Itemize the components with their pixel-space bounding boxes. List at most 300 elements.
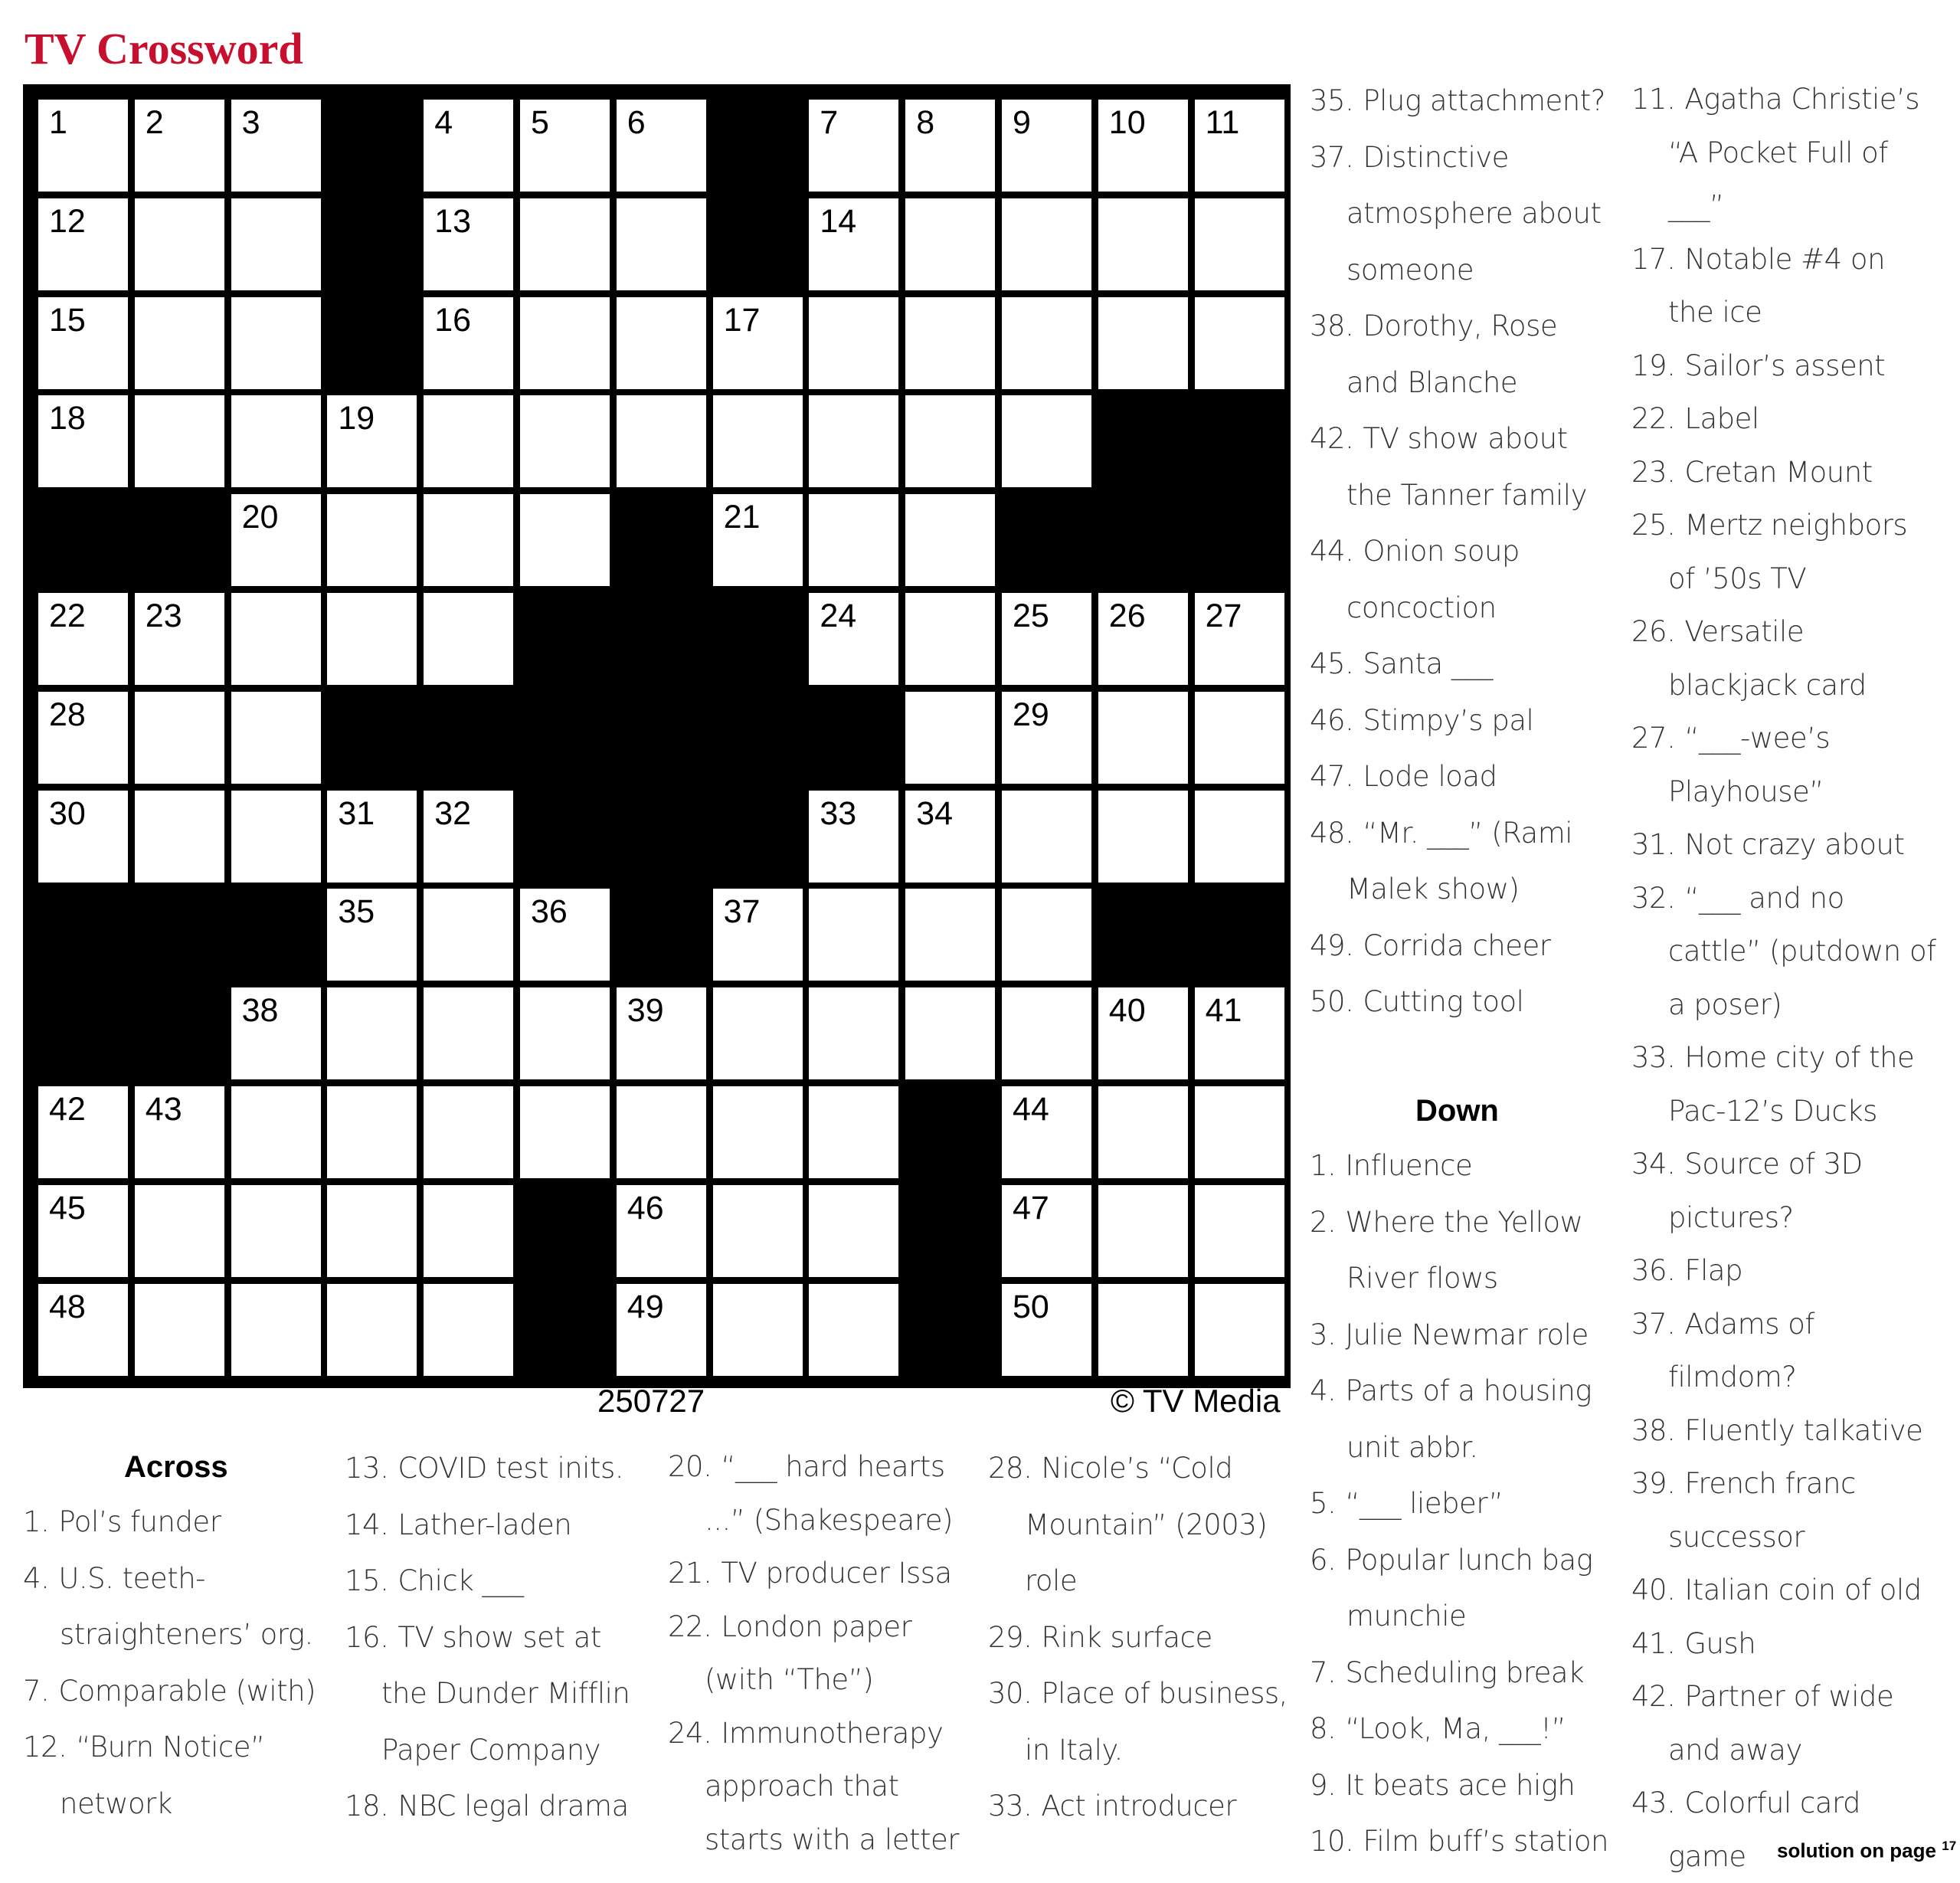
clue-text: Label bbox=[1684, 402, 1759, 435]
clue-text: Influence bbox=[1345, 1149, 1473, 1182]
grid-cell[interactable] bbox=[809, 198, 898, 290]
solution-note-text: solution on page bbox=[1777, 1839, 1936, 1862]
grid-cell[interactable] bbox=[1098, 1086, 1188, 1178]
clue-number: 34. bbox=[1631, 1148, 1676, 1181]
clue-text: Parts of a housing unit abbr. bbox=[1345, 1374, 1592, 1464]
clue bbox=[23, 1551, 329, 1663]
grid-cell[interactable] bbox=[1098, 100, 1188, 192]
clue bbox=[1310, 974, 1616, 1030]
clue-text: Colorful card game bbox=[1668, 1786, 1861, 1873]
clue-text: Pol’s funder bbox=[58, 1505, 221, 1538]
grid-cell[interactable] bbox=[1002, 100, 1091, 192]
clue-number: 8. bbox=[1310, 1712, 1337, 1745]
clue-number: 16. bbox=[345, 1620, 389, 1654]
grid-cell[interactable] bbox=[1002, 395, 1091, 487]
grid-cell[interactable] bbox=[1098, 987, 1188, 1079]
clue-number: 27. bbox=[1631, 722, 1676, 755]
clue-text: U.S. teeth-straighteners’ org. bbox=[58, 1561, 313, 1651]
grid-cell[interactable] bbox=[231, 1185, 321, 1277]
grid-cell[interactable] bbox=[809, 1284, 898, 1376]
grid-cell[interactable] bbox=[617, 1185, 706, 1277]
clue bbox=[1631, 1404, 1938, 1458]
grid-cell[interactable] bbox=[135, 395, 224, 487]
cell-number: 24 bbox=[820, 598, 857, 634]
cell-number: 19 bbox=[338, 400, 375, 437]
clue-number: 48. bbox=[1310, 816, 1354, 850]
clue-text: “___ hard hearts ...” (Shakespeare) bbox=[705, 1450, 953, 1537]
grid-cell[interactable] bbox=[1002, 1086, 1091, 1178]
cell-number: 50 bbox=[1013, 1288, 1049, 1325]
grid-cell[interactable] bbox=[135, 297, 224, 389]
clue bbox=[1310, 1532, 1616, 1645]
grid-cell[interactable] bbox=[424, 593, 513, 685]
cell-number: 10 bbox=[1108, 104, 1146, 141]
clue-text: “___-wee’s Playhouse” bbox=[1668, 722, 1831, 808]
grid-cell[interactable] bbox=[1098, 1185, 1188, 1277]
grid-cell[interactable] bbox=[327, 1086, 417, 1178]
grid-cell[interactable] bbox=[231, 100, 321, 192]
clue bbox=[345, 1497, 651, 1554]
grid-cell[interactable] bbox=[38, 1086, 128, 1178]
cell-number: 29 bbox=[1013, 696, 1049, 733]
grid-cell[interactable] bbox=[905, 791, 995, 883]
grid-cell[interactable] bbox=[617, 1086, 706, 1178]
clue-number: 23. bbox=[1631, 455, 1676, 489]
grid-cell[interactable] bbox=[424, 791, 513, 883]
cell-number: 30 bbox=[49, 794, 86, 832]
grid-cell[interactable] bbox=[809, 889, 898, 981]
solution-note bbox=[1777, 1839, 1956, 1863]
clue-number: 12. bbox=[23, 1731, 67, 1763]
clue bbox=[1631, 1031, 1938, 1138]
grid-cell[interactable] bbox=[327, 889, 417, 981]
copyright: © TV Media bbox=[1111, 1383, 1281, 1419]
grid-cell[interactable] bbox=[1002, 1284, 1091, 1376]
clue bbox=[1310, 1813, 1616, 1870]
clue bbox=[1631, 233, 1938, 339]
clue bbox=[1631, 1244, 1938, 1298]
clue-number: 30. bbox=[988, 1677, 1032, 1710]
grid-cell[interactable] bbox=[1002, 1185, 1091, 1277]
clue bbox=[988, 1610, 1294, 1666]
grid-cell[interactable] bbox=[713, 1185, 803, 1277]
cell-number: 45 bbox=[49, 1189, 86, 1226]
clue-number: 17. bbox=[1631, 242, 1676, 276]
clue-text: Immunotherapy approach that starts with a letter bbox=[705, 1716, 959, 1856]
grid-cell[interactable] bbox=[231, 297, 321, 389]
clue bbox=[988, 1778, 1294, 1835]
clue bbox=[345, 1610, 651, 1779]
grid-cell[interactable] bbox=[327, 395, 417, 487]
clue-number: 13. bbox=[345, 1452, 389, 1485]
grid-cell[interactable] bbox=[617, 395, 706, 487]
clue-text: “___ lieber” bbox=[1345, 1487, 1504, 1520]
clue-text: Lather-laden bbox=[398, 1508, 572, 1541]
grid-cell[interactable] bbox=[809, 297, 898, 389]
grid-cell[interactable] bbox=[424, 100, 513, 192]
clue-text: Agatha Christie’s “A Pocket Full of ___” bbox=[1668, 83, 1920, 222]
clue-text: “Look, Ma, ___!” bbox=[1345, 1712, 1566, 1745]
grid-cell[interactable] bbox=[424, 1284, 513, 1376]
grid-cell[interactable] bbox=[327, 791, 417, 883]
clue-text: Mertz neighbors of ’50s TV bbox=[1668, 509, 1908, 595]
clue-number: 25. bbox=[1631, 509, 1676, 542]
clue bbox=[668, 1547, 974, 1600]
grid-cell[interactable] bbox=[424, 395, 513, 487]
cell-number: 21 bbox=[723, 499, 761, 536]
clue-number: 7. bbox=[23, 1674, 50, 1708]
grid-cell[interactable] bbox=[809, 1185, 898, 1277]
cell-number: 47 bbox=[1013, 1189, 1049, 1226]
grid-cell[interactable] bbox=[809, 395, 898, 487]
clue-text: Distinctive atmosphere about someone bbox=[1346, 140, 1602, 287]
grid-cell[interactable] bbox=[1195, 100, 1284, 192]
grid-cell[interactable] bbox=[1002, 593, 1091, 685]
puzzle-id: 250727 bbox=[597, 1383, 705, 1419]
clue bbox=[1310, 748, 1616, 805]
grid-cell[interactable] bbox=[713, 494, 803, 586]
clue-text: Scheduling break bbox=[1345, 1655, 1585, 1689]
grid-cell[interactable] bbox=[38, 1284, 128, 1376]
grid-cell[interactable] bbox=[905, 593, 995, 685]
grid-cell[interactable] bbox=[713, 395, 803, 487]
clue-text: Cretan Mount bbox=[1684, 455, 1873, 489]
grid-cell[interactable] bbox=[231, 791, 321, 883]
grid-cell[interactable] bbox=[231, 987, 321, 1079]
grid-cell[interactable] bbox=[1195, 1185, 1284, 1277]
grid-cell[interactable] bbox=[1002, 297, 1091, 389]
clue bbox=[1631, 1617, 1938, 1671]
grid-cell[interactable] bbox=[231, 692, 321, 784]
grid-cell[interactable] bbox=[1195, 791, 1284, 883]
grid-cell[interactable] bbox=[38, 692, 128, 784]
grid-cell[interactable] bbox=[520, 889, 610, 981]
grid-cell[interactable] bbox=[135, 100, 224, 192]
grid-cell[interactable] bbox=[905, 297, 995, 389]
clue bbox=[1631, 1298, 1938, 1404]
grid-cell[interactable] bbox=[713, 297, 803, 389]
clue-number: 6. bbox=[1310, 1543, 1337, 1577]
grid-cell[interactable] bbox=[905, 987, 995, 1079]
clue-text: NBC legal drama bbox=[398, 1790, 629, 1822]
grid-cell[interactable] bbox=[135, 1284, 224, 1376]
grid-cell[interactable] bbox=[713, 1086, 803, 1178]
grid-cell[interactable] bbox=[231, 1086, 321, 1178]
clue-text: Source of 3D pictures? bbox=[1668, 1148, 1863, 1234]
grid-cell[interactable] bbox=[520, 494, 610, 586]
clue-column-4 bbox=[988, 1440, 1294, 1835]
grid-cell[interactable] bbox=[38, 198, 128, 290]
grid-cell[interactable] bbox=[327, 593, 417, 685]
cell-number: 4 bbox=[434, 104, 453, 141]
grid-cell[interactable] bbox=[231, 395, 321, 487]
grid-cell[interactable] bbox=[135, 791, 224, 883]
cell-number: 9 bbox=[1013, 104, 1031, 141]
clue-text: Plug attachment? bbox=[1363, 84, 1605, 117]
grid-cell[interactable] bbox=[1002, 987, 1091, 1079]
clue-column-1 bbox=[23, 1440, 329, 1832]
clue-number: 21. bbox=[668, 1557, 712, 1590]
cell-number: 20 bbox=[241, 499, 279, 536]
cell-number: 37 bbox=[723, 893, 761, 931]
grid-cell[interactable] bbox=[713, 889, 803, 981]
grid-cell[interactable] bbox=[809, 1086, 898, 1178]
grid-cell[interactable] bbox=[424, 889, 513, 981]
cell-number: 26 bbox=[1108, 598, 1146, 634]
clue-text: It beats ace high bbox=[1345, 1768, 1576, 1802]
clue-number: 14. bbox=[345, 1508, 389, 1541]
clue bbox=[1310, 298, 1616, 411]
grid-cell[interactable] bbox=[1002, 198, 1091, 290]
clue-number: 49. bbox=[1310, 928, 1354, 962]
clue-text: Adams of filmdom? bbox=[1668, 1307, 1814, 1393]
clue bbox=[668, 1440, 974, 1547]
clue-number: 42. bbox=[1310, 422, 1354, 455]
grid-cell[interactable] bbox=[905, 100, 995, 192]
grid-cell[interactable] bbox=[809, 791, 898, 883]
grid-cell[interactable] bbox=[905, 889, 995, 981]
grid-cell[interactable] bbox=[38, 1185, 128, 1277]
grid-cell[interactable] bbox=[617, 100, 706, 192]
clue bbox=[23, 1494, 329, 1551]
grid-cell[interactable] bbox=[231, 494, 321, 586]
clue-number: 18. bbox=[345, 1790, 389, 1822]
clue bbox=[1631, 1564, 1938, 1617]
grid-cell[interactable] bbox=[905, 198, 995, 290]
clue-column-6 bbox=[1310, 1084, 1616, 1870]
cell-number: 28 bbox=[49, 696, 86, 733]
grid-cell[interactable] bbox=[38, 791, 128, 883]
cell-number: 12 bbox=[49, 202, 86, 240]
grid-cell[interactable] bbox=[809, 593, 898, 685]
clue-number: 43. bbox=[1631, 1786, 1676, 1819]
clue-text: Cutting tool bbox=[1363, 985, 1524, 1018]
grid-cell[interactable] bbox=[1195, 692, 1284, 784]
clue bbox=[1631, 339, 1938, 393]
grid-cell[interactable] bbox=[905, 692, 995, 784]
grid-cell[interactable] bbox=[617, 1284, 706, 1376]
grid-cell[interactable] bbox=[424, 198, 513, 290]
cell-number: 39 bbox=[627, 992, 664, 1030]
clue-number: 22. bbox=[668, 1610, 712, 1643]
clue-text: Corrida cheer bbox=[1363, 928, 1551, 962]
grid-cell[interactable] bbox=[1195, 297, 1284, 389]
clue-number: 39. bbox=[1631, 1467, 1676, 1500]
grid-cell[interactable] bbox=[327, 987, 417, 1079]
cell-number: 33 bbox=[820, 794, 857, 832]
clue bbox=[1631, 605, 1938, 712]
clue-text: Julie Newmar role bbox=[1345, 1318, 1589, 1351]
clue bbox=[1310, 805, 1616, 918]
clue-number: 37. bbox=[1310, 140, 1354, 174]
clue-number: 1. bbox=[1310, 1149, 1337, 1182]
cell-number: 8 bbox=[916, 104, 935, 141]
clue-text: Place of business, in Italy. bbox=[1025, 1677, 1288, 1767]
clue bbox=[1310, 1701, 1616, 1757]
page-title: TV Crossword bbox=[25, 24, 303, 74]
clue-number: 4. bbox=[23, 1561, 50, 1595]
grid-cell[interactable] bbox=[38, 593, 128, 685]
clue-number: 38. bbox=[1310, 309, 1354, 342]
clue-number: 46. bbox=[1310, 703, 1354, 737]
grid-cell[interactable] bbox=[424, 494, 513, 586]
grid-cell[interactable] bbox=[38, 395, 128, 487]
clue-number: 2. bbox=[1310, 1205, 1337, 1239]
grid-cell[interactable] bbox=[520, 395, 610, 487]
grid-cell[interactable] bbox=[424, 987, 513, 1079]
grid-cell[interactable] bbox=[424, 297, 513, 389]
clue bbox=[1310, 1757, 1616, 1814]
grid-cell[interactable] bbox=[1195, 198, 1284, 290]
clue-number: 42. bbox=[1631, 1680, 1676, 1713]
clue-text: French franc successor bbox=[1668, 1467, 1856, 1554]
cell-number: 43 bbox=[145, 1091, 182, 1128]
clue bbox=[1631, 499, 1938, 605]
grid-cell[interactable] bbox=[1002, 791, 1091, 883]
grid-cell[interactable] bbox=[1195, 1284, 1284, 1376]
clue-text: Partner of wide and away bbox=[1668, 1680, 1894, 1767]
clue-text: “Mr. ___” (Rami Malek show) bbox=[1346, 816, 1573, 905]
clue-number: 1. bbox=[23, 1505, 50, 1538]
grid-cell[interactable] bbox=[1098, 791, 1188, 883]
clue bbox=[1631, 872, 1938, 1032]
clue-text: Flap bbox=[1684, 1254, 1743, 1287]
clue-number: 20. bbox=[668, 1450, 712, 1483]
grid-cell[interactable] bbox=[135, 692, 224, 784]
grid-cell[interactable] bbox=[617, 297, 706, 389]
crossword-grid bbox=[23, 84, 1291, 1388]
grid-cell[interactable] bbox=[135, 198, 224, 290]
grid-cell[interactable] bbox=[905, 494, 995, 586]
clue bbox=[1310, 73, 1616, 129]
clue-number: 33. bbox=[988, 1790, 1032, 1822]
clue-number: 29. bbox=[988, 1620, 1032, 1654]
clue bbox=[1310, 1363, 1616, 1475]
grid-cell[interactable] bbox=[1195, 1086, 1284, 1178]
grid-cell[interactable] bbox=[520, 297, 610, 389]
clue bbox=[1310, 1475, 1616, 1532]
grid-cell[interactable] bbox=[1098, 1284, 1188, 1376]
clue-text: Stimpy’s pal bbox=[1363, 703, 1534, 737]
grid-cell[interactable] bbox=[809, 494, 898, 586]
clue bbox=[1310, 636, 1616, 693]
grid-cell[interactable] bbox=[231, 1284, 321, 1376]
clue bbox=[1631, 1670, 1938, 1777]
grid-cell[interactable] bbox=[1098, 692, 1188, 784]
clue-text: Italian coin of old bbox=[1684, 1574, 1922, 1606]
clue-text: Onion soup concoction bbox=[1346, 535, 1520, 624]
grid-cell[interactable] bbox=[231, 198, 321, 290]
grid-cell[interactable] bbox=[327, 1185, 417, 1277]
grid-cell[interactable] bbox=[1002, 889, 1091, 981]
clue-text: TV show set at the Dunder Mifflin Paper Company bbox=[381, 1620, 630, 1767]
clue-text: Chick ___ bbox=[398, 1564, 524, 1597]
grid-cell[interactable] bbox=[520, 198, 610, 290]
grid-cell[interactable] bbox=[424, 1185, 513, 1277]
clue-text: TV producer Issa bbox=[721, 1557, 952, 1590]
grid-cell[interactable] bbox=[1098, 198, 1188, 290]
grid-cell[interactable] bbox=[135, 593, 224, 685]
grid-cell[interactable] bbox=[520, 100, 610, 192]
clue bbox=[1310, 918, 1616, 974]
clue-number: 11. bbox=[1631, 83, 1676, 116]
grid-cell[interactable] bbox=[713, 987, 803, 1079]
grid-cell[interactable] bbox=[1195, 987, 1284, 1079]
grid-cell[interactable] bbox=[905, 395, 995, 487]
grid-cell[interactable] bbox=[1002, 692, 1091, 784]
clue bbox=[1310, 1645, 1616, 1701]
cell-number: 22 bbox=[49, 598, 86, 634]
clue-text: “Burn Notice” network bbox=[60, 1731, 265, 1820]
clue-text: Lode load bbox=[1363, 760, 1497, 793]
clue bbox=[345, 1778, 651, 1835]
cell-number: 15 bbox=[49, 301, 86, 339]
clue-number: 40. bbox=[1631, 1574, 1676, 1606]
cell-number: 35 bbox=[338, 893, 375, 931]
clue-number: 37. bbox=[1631, 1307, 1676, 1341]
cell-number: 13 bbox=[434, 202, 472, 240]
grid-cell[interactable] bbox=[327, 1284, 417, 1376]
grid-cell[interactable] bbox=[135, 1185, 224, 1277]
cell-number: 18 bbox=[49, 400, 86, 437]
cell-number: 42 bbox=[49, 1091, 86, 1128]
cell-number: 27 bbox=[1205, 598, 1242, 634]
clue-number: 28. bbox=[988, 1452, 1032, 1485]
clue-number: 9. bbox=[1310, 1768, 1337, 1802]
cell-number: 6 bbox=[627, 104, 646, 141]
clue-number: 32. bbox=[1631, 881, 1676, 915]
clue-number: 35. bbox=[1310, 84, 1354, 117]
grid-cell[interactable] bbox=[135, 1086, 224, 1178]
clue bbox=[1631, 1777, 1938, 1883]
grid-cell[interactable] bbox=[713, 1284, 803, 1376]
clue bbox=[668, 1707, 974, 1867]
clue-number: 19. bbox=[1631, 349, 1676, 382]
grid-cell[interactable] bbox=[617, 987, 706, 1079]
clue bbox=[1631, 1457, 1938, 1564]
clue-number: 47. bbox=[1310, 760, 1354, 793]
clue-text: Sailor’s assent bbox=[1684, 349, 1886, 382]
clue-text: Act introducer bbox=[1041, 1790, 1237, 1822]
grid-cell[interactable] bbox=[38, 297, 128, 389]
grid-cell[interactable] bbox=[809, 987, 898, 1079]
grid-cell[interactable] bbox=[617, 198, 706, 290]
grid-cell[interactable] bbox=[1195, 593, 1284, 685]
clue-text: COVID test inits. bbox=[398, 1452, 623, 1485]
grid-cell[interactable] bbox=[520, 987, 610, 1079]
grid-cell[interactable] bbox=[424, 1086, 513, 1178]
clue bbox=[1631, 73, 1938, 233]
clue-number: 45. bbox=[1310, 647, 1354, 680]
across-heading: Across bbox=[124, 1450, 228, 1484]
grid-cell[interactable] bbox=[1098, 297, 1188, 389]
grid-cell[interactable] bbox=[809, 100, 898, 192]
clue-column-2 bbox=[345, 1440, 651, 1835]
clue-number: 5. bbox=[1310, 1487, 1337, 1520]
grid-cell[interactable] bbox=[231, 593, 321, 685]
clue-text: Popular lunch bag munchie bbox=[1345, 1543, 1593, 1632]
cell-number: 5 bbox=[531, 104, 549, 141]
cell-number: 44 bbox=[1013, 1091, 1049, 1128]
grid-cell[interactable] bbox=[38, 100, 128, 192]
clue bbox=[1310, 1307, 1616, 1364]
clue bbox=[1310, 523, 1616, 636]
cell-number: 40 bbox=[1108, 992, 1146, 1030]
grid-cell[interactable] bbox=[520, 1086, 610, 1178]
clue bbox=[1631, 392, 1938, 446]
grid-cell[interactable] bbox=[327, 494, 417, 586]
grid-cell[interactable] bbox=[1098, 593, 1188, 685]
